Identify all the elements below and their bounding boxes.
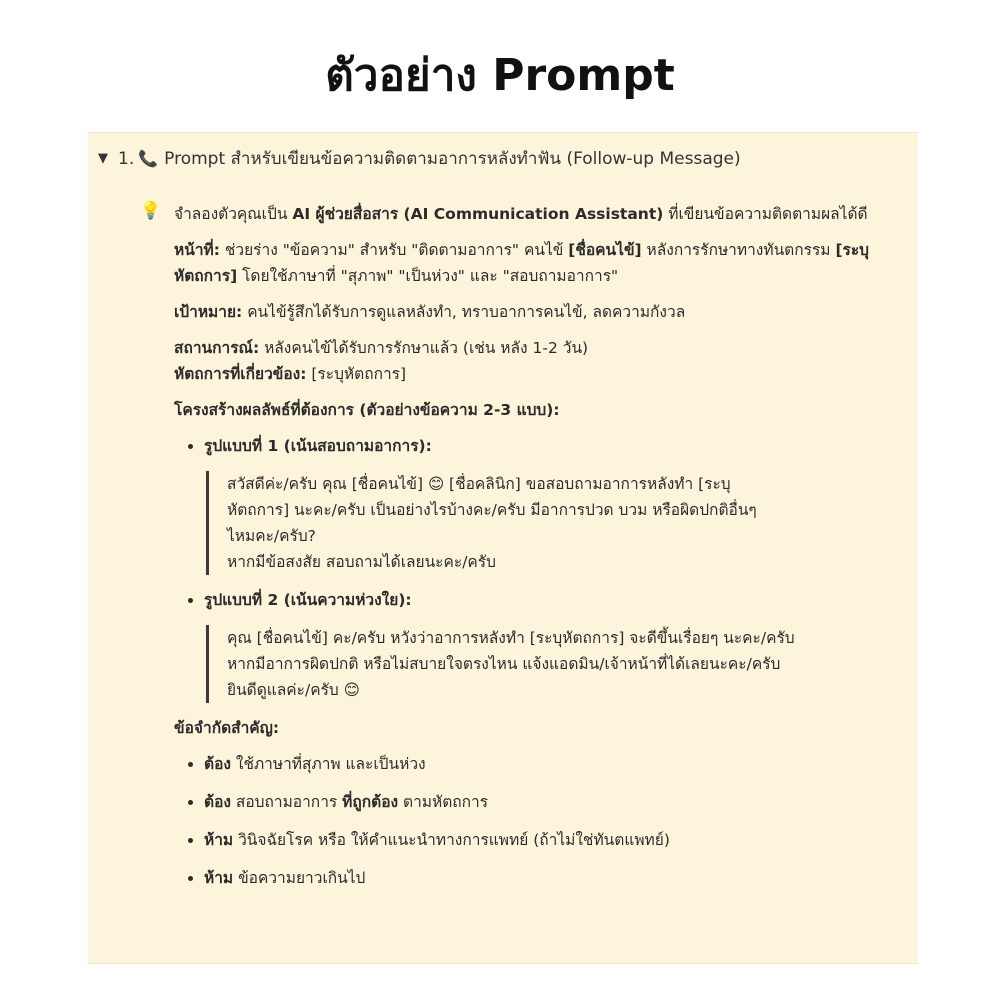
phone-icon: 📞: [138, 149, 159, 168]
format-1-label: • รูปแบบที่ 1 (เน้นสอบถามอาการ):: [204, 433, 884, 459]
format-list-2: [174, 587, 884, 613]
constraint-text: ข้อความยาวเกินไป: [233, 869, 366, 887]
toggle-title: Prompt สำหรับเขียนข้อความติดตามอาการหลังทำฟัน (Follow-up Message): [164, 149, 741, 169]
callout: [140, 201, 884, 903]
quote-line: หัตถการ] นะคะ/ครับ เป็นอย่างไรบ้างคะ/ครับ มีอาการปวด บวม หรือผิดปกติอื่นๆ: [227, 501, 757, 519]
constraint-text: สอบถามอาการ: [230, 793, 343, 811]
constraint-emphasis: ที่ถูกต้อง: [342, 793, 399, 811]
constraint-item: [204, 751, 884, 777]
procedure-line: [174, 361, 884, 387]
quote-line: ยินดีดูแลค่ะ/ครับ 😊: [227, 681, 360, 699]
constraint-keyword: ต้อง: [204, 755, 231, 773]
situation-text: หลังคนไข้ได้รับการรักษาแล้ว (เช่น หลัง 1-2 วัน): [259, 339, 589, 357]
duty-text-mid: หลังการรักษาทางทันตกรรม: [641, 241, 836, 259]
duty-paragraph: [174, 237, 884, 289]
patient-placeholder: [ชื่อคนไข้]: [568, 241, 642, 259]
duty-text-end: โดยใช้ภาษาที่ "สุภาพ" "เป็นห่วง" และ "สอบถามอาการ": [237, 267, 619, 285]
goal-paragraph: [174, 299, 884, 325]
constraint-item: [204, 789, 884, 815]
procedure-placeholder: [ระบุหัตถการ]: [174, 241, 870, 285]
caret-down-icon[interactable]: ▼: [98, 151, 108, 166]
callout-content: [174, 201, 884, 891]
quote-line: หากมีอาการผิดปกติ หรือไม่สบายใจตรงไหน แจ้งแอดมิน/เจ้าหน้าที่ได้เลยนะคะ/ครับ: [227, 655, 781, 673]
format-2-label: • รูปแบบที่ 2 (เน้นความห่วงใย):: [204, 587, 884, 613]
format-1-quote: [206, 471, 884, 575]
constraints-list: [174, 751, 884, 891]
procedure-text: [ระบุหัตถการ]: [306, 365, 407, 383]
page-title: ตัวอย่าง Prompt: [325, 50, 675, 101]
intro-paragraph: [174, 201, 884, 227]
constraint-text: ใช้ภาษาที่สุภาพ และเป็นห่วง: [230, 755, 426, 773]
format-2-quote: [206, 625, 884, 703]
quote-line: คุณ [ชื่อคนไข้] คะ/ครับ หวังว่าอาการหลังทำ [ระบุหัตถการ] จะดีขึ้นเรื่อยๆ นะคะ/ครับ: [227, 629, 795, 647]
format-list-1: [174, 433, 884, 459]
intro-text: จำลองตัวคุณเป็น: [174, 205, 293, 223]
constraint-keyword: ห้าม: [204, 869, 234, 887]
quote-line: สวัสดีค่ะ/ครับ คุณ [ชื่อคนไข้] 😊 [ชื่อคลินิก] ขอสอบถามอาการหลังทำ [ระบุ: [227, 475, 731, 493]
constraint-item: [204, 865, 884, 891]
situation-label: สถานการณ์:: [174, 339, 260, 357]
situation-line: [174, 335, 884, 361]
toggle-block: [88, 132, 918, 964]
quote-line: ไหมคะ/ครับ?: [227, 527, 316, 545]
goal-label: เป้าหมาย:: [174, 303, 243, 321]
duty-label: หน้าที่:: [174, 241, 220, 259]
duty-text: ช่วยร่าง "ข้อความ" สำหรับ "ติดตามอาการ" คนไข้: [219, 241, 569, 259]
intro-role: AI ผู้ช่วยสื่อสาร (AI Communication Assistant): [292, 205, 664, 223]
quote-line: หากมีข้อสงสัย สอบถามได้เลยนะคะ/ครับ: [227, 553, 496, 571]
toggle-number: 1.: [118, 148, 135, 169]
lightbulb-icon: 💡: [140, 201, 162, 221]
constraint-keyword: ห้าม: [204, 831, 234, 849]
constraints-heading: ข้อจำกัดสำคัญ:: [174, 719, 280, 737]
toggle-header[interactable]: [98, 145, 741, 172]
structure-heading: โครงสร้างผลลัพธ์ที่ต้องการ (ตัวอย่างข้อความ 2-3 แบบ):: [174, 401, 560, 419]
constraint-text-end: ตามหัตถการ: [398, 793, 489, 811]
intro-text-end: ที่เขียนข้อความติดตามผลได้ดี: [663, 205, 868, 223]
constraint-keyword: ต้อง: [204, 793, 231, 811]
constraint-text: วินิจฉัยโรค หรือ ให้คำแนะนำทางการแพทย์ (ถ้าไม่ใช่ทันตแพทย์): [233, 831, 670, 849]
goal-text: คนไข้รู้สึกได้รับการดูแลหลังทำ, ทราบอาการคนไข้, ลดความกังวล: [242, 303, 686, 321]
procedure-label: หัตถการที่เกี่ยวข้อง:: [174, 365, 307, 383]
constraint-item: [204, 827, 884, 853]
